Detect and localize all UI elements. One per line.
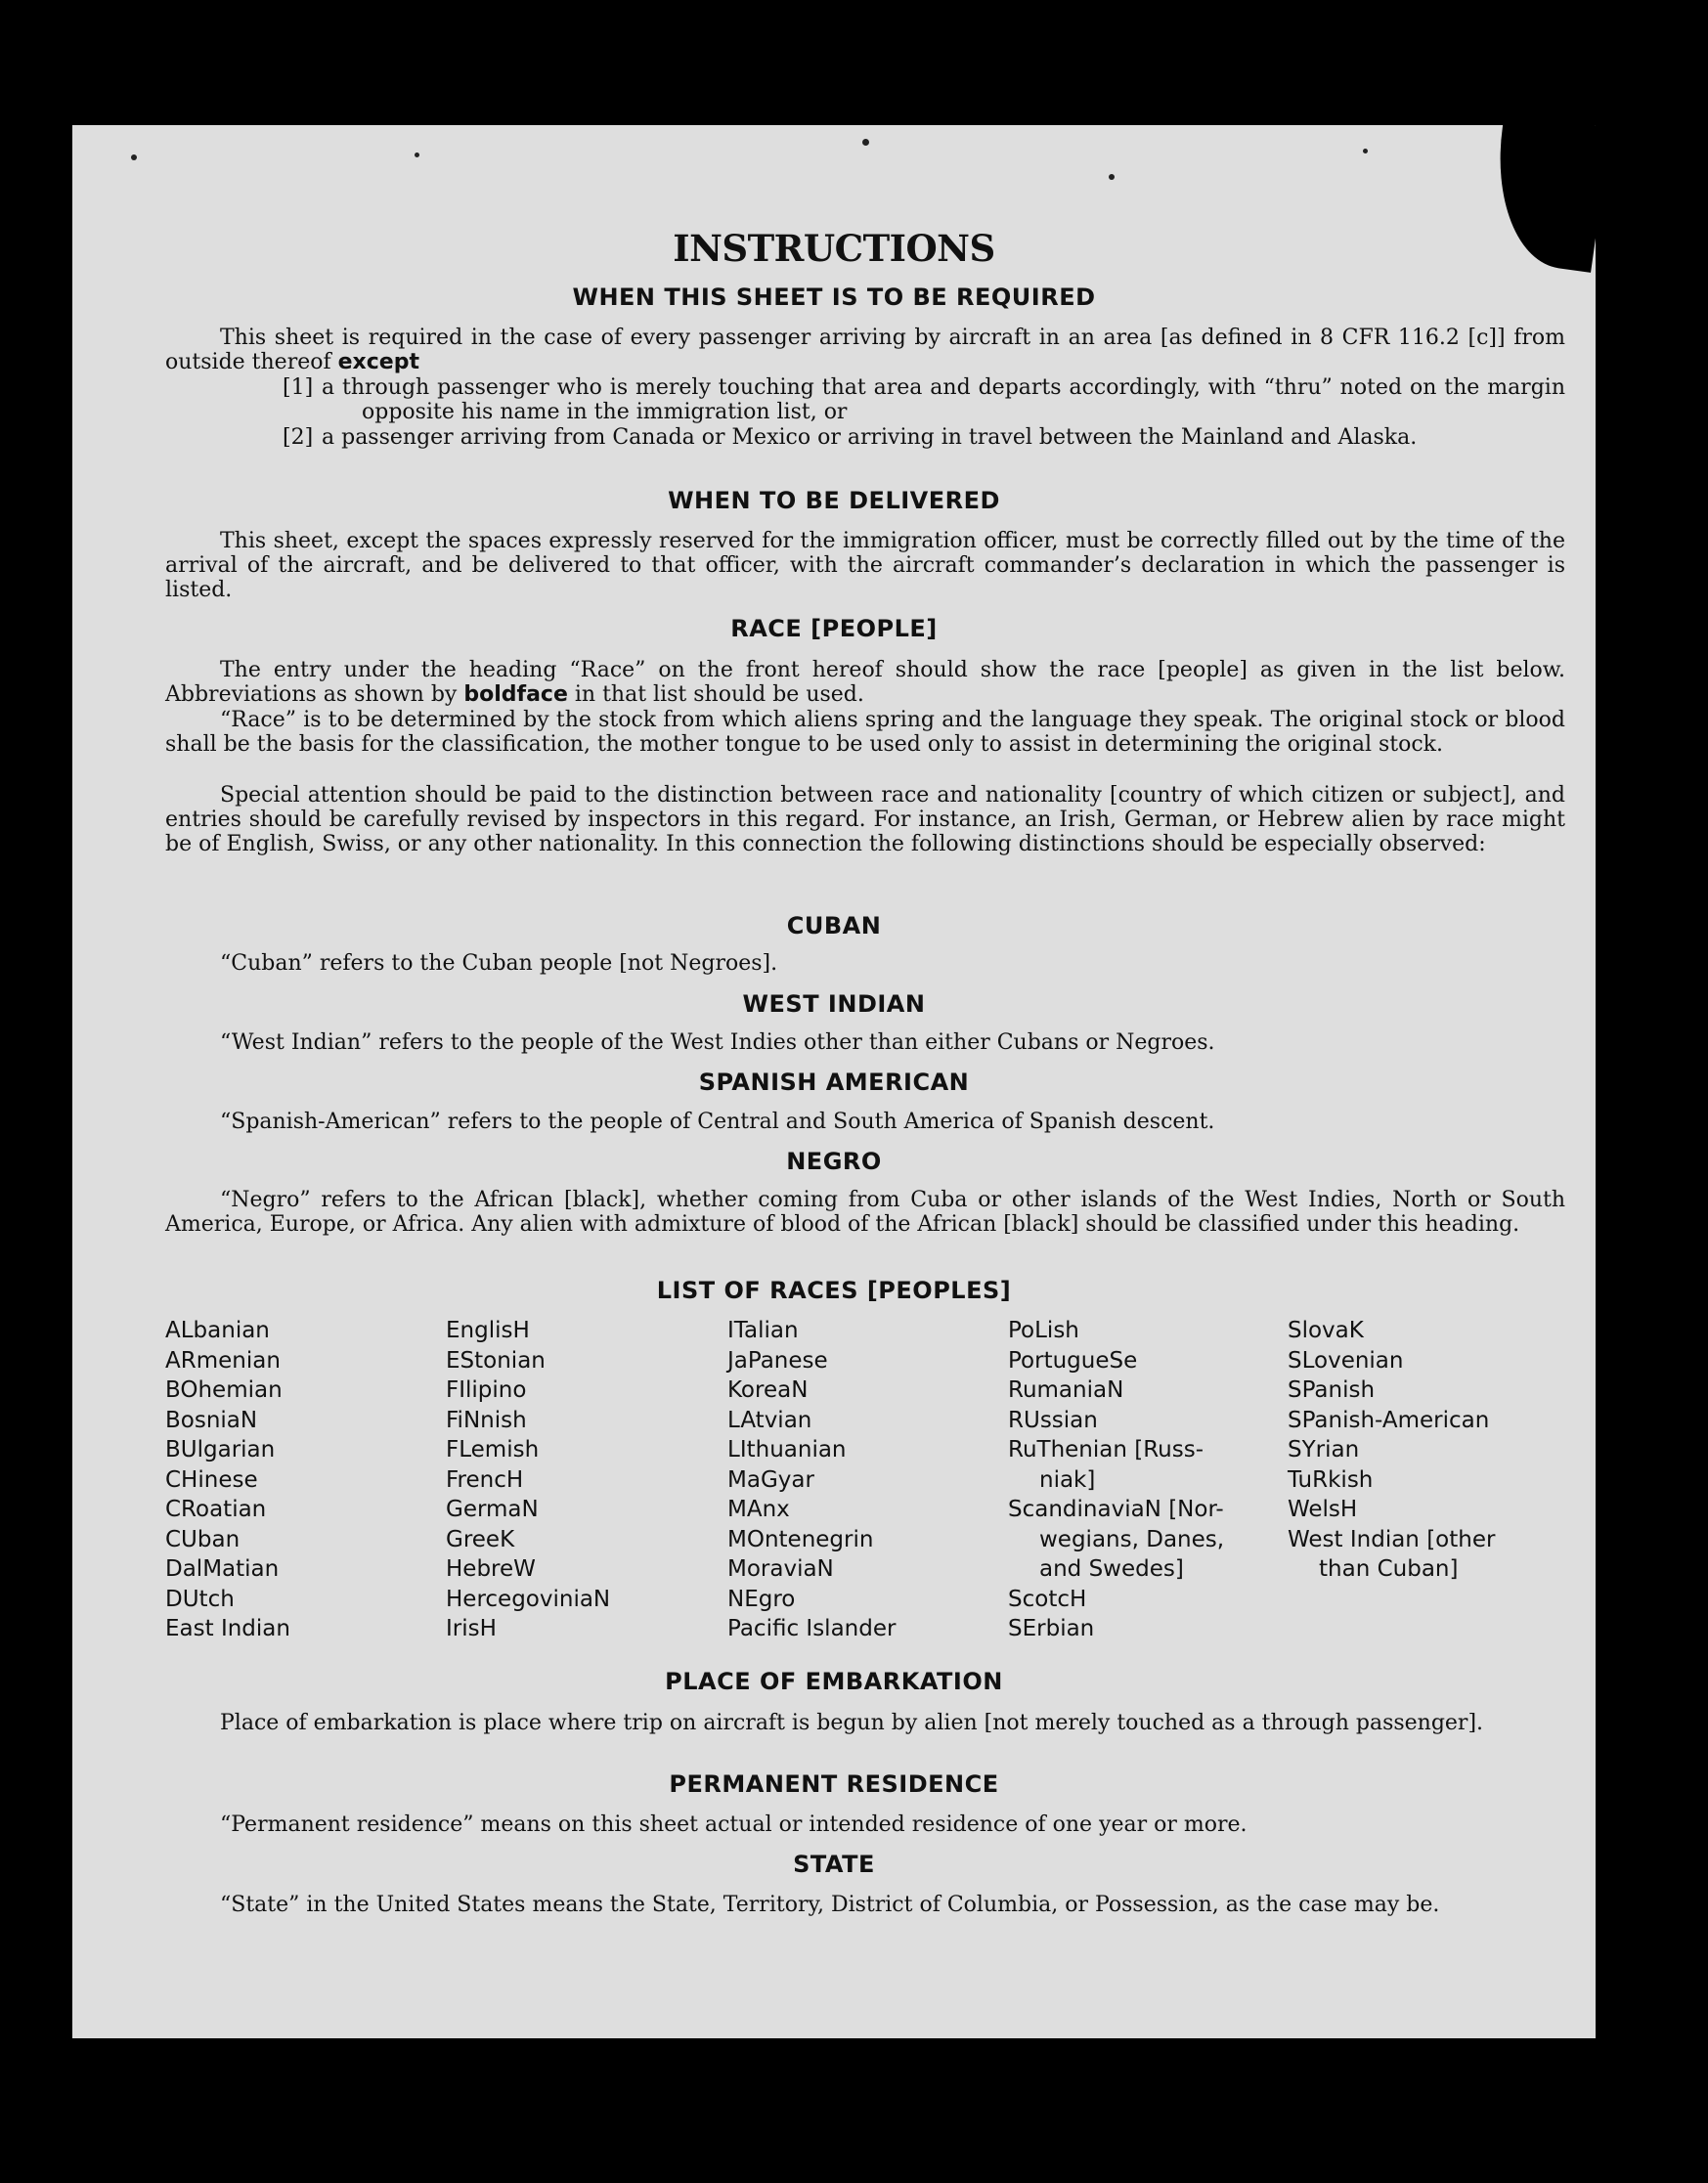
heading-required: WHEN THIS SHEET IS TO BE REQUIRED bbox=[572, 284, 1096, 311]
race-entry: IrisH bbox=[446, 1616, 497, 1641]
speck bbox=[131, 154, 137, 160]
race-entry: Pacific Islander bbox=[727, 1616, 897, 1641]
race-entry: BUlgarian bbox=[165, 1437, 276, 1463]
race-entry: FrencH bbox=[446, 1466, 524, 1493]
race-entry: ScotcH bbox=[1008, 1586, 1087, 1612]
heading-cuban: CUBAN bbox=[786, 912, 882, 939]
race-entry: EnglisH bbox=[446, 1318, 530, 1343]
races-column-2 bbox=[446, 1316, 724, 1644]
heading-west-indian: WEST INDIAN bbox=[742, 990, 926, 1018]
races-column-5 bbox=[1288, 1316, 1566, 1585]
speck bbox=[415, 153, 419, 157]
exception-item-1: [1] a through passenger who is merely touching that area and departs accordingly, with “thru” noted on the margin opposite his name in the immigration list, or bbox=[283, 375, 1565, 424]
race-entry: SLovenian bbox=[1288, 1347, 1404, 1374]
heading-embarkation: PLACE OF EMBARKATION bbox=[665, 1668, 1003, 1695]
speck bbox=[862, 139, 869, 146]
race-entry: CHinese bbox=[165, 1466, 258, 1493]
race-entry: HebreW bbox=[446, 1556, 536, 1582]
except-bold: except bbox=[337, 350, 419, 374]
race-paragraph-2: “Race” is to be determined by the stock from which aliens spring and the language they speak. The original stock or blood shall be the basis for the classification, the mother tongue to be used only to assist in determining the original stock. bbox=[165, 708, 1565, 757]
state-text: “State” in the United States means the State, Territory, District of Columbia, or Possession, as the case may be. bbox=[220, 1893, 1440, 1917]
negro-text: “Negro” refers to the African [black], whether coming from Cuba or other islands of the West Indies, North or South America, Europe, or Africa. Any alien with admixture of blood of the African [black] should be classified under this heading. bbox=[165, 1188, 1565, 1237]
race-entry: BosniaN bbox=[165, 1407, 258, 1433]
race-entry: RuThenian [Russ- bbox=[1008, 1437, 1204, 1463]
race-entry: East Indian bbox=[165, 1616, 290, 1641]
speck bbox=[1109, 174, 1115, 180]
delivered-text: This sheet, except the spaces expressly reserved for the immigration officer, must be correctly filled out by the time of the arrival of the aircraft, and be delivered to that officer, with the aircraft commander’s declaration in which the passenger is listed. bbox=[165, 529, 1565, 602]
race-entry: HercegoviniaN bbox=[446, 1586, 611, 1612]
race-entry: PoLish bbox=[1008, 1318, 1079, 1343]
document-page bbox=[72, 125, 1596, 2038]
west-indian-text: “West Indian” refers to the people of the West Indies other than either Cubans or Negroes. bbox=[220, 1030, 1215, 1055]
race-entry: ITalian bbox=[727, 1318, 799, 1343]
race-entry: LAtvian bbox=[727, 1407, 812, 1433]
race-entry: SlovaK bbox=[1288, 1318, 1364, 1343]
race-entry: JaPanese bbox=[727, 1347, 828, 1374]
race-entry: DalMatian bbox=[165, 1556, 280, 1582]
race-entry: ARmenian bbox=[165, 1347, 281, 1374]
embarkation-text: Place of embarkation is place where trip on aircraft is begun by alien [not merely touched as a through passenger]. bbox=[220, 1711, 1484, 1735]
cuban-text: “Cuban” refers to the Cuban people [not Negroes]. bbox=[220, 951, 778, 976]
race-paragraph-3: Special attention should be paid to the distinction between race and nationality [country of which citizen or subject], and entries should be carefully revised by inspectors in this regard. For instance, an Irish, German, or Hebrew alien by race might be of English, Swiss, or any other nationality. In this connection the following distinctions should be especially observed: bbox=[165, 783, 1565, 856]
race-entry: GreeK bbox=[446, 1526, 515, 1552]
heading-negro: NEGRO bbox=[786, 1148, 882, 1175]
race-entry: PortugueSe bbox=[1008, 1347, 1138, 1374]
race-entry: BOhemian bbox=[165, 1377, 283, 1403]
exception-item-2: [2] a passenger arriving from Canada or Mexico or arriving in travel between the Mainland and Alaska. bbox=[283, 425, 1418, 450]
race-entry: FIlipino bbox=[446, 1377, 527, 1403]
speck bbox=[1363, 149, 1368, 153]
heading-spanish-american: SPANISH AMERICAN bbox=[698, 1069, 970, 1096]
race-entry: MAnx bbox=[727, 1497, 790, 1522]
race-entry: West Indian [other bbox=[1288, 1526, 1496, 1552]
race-entry: ALbanian bbox=[165, 1318, 270, 1343]
race-entry: KoreaN bbox=[727, 1377, 809, 1403]
race-entry: SPanish-American bbox=[1288, 1407, 1490, 1433]
race-entry: SYrian bbox=[1288, 1437, 1360, 1463]
race-entry: SPanish bbox=[1288, 1377, 1376, 1403]
race-entry: CUban bbox=[165, 1526, 241, 1552]
race-entry-continued: than Cuban] bbox=[1319, 1556, 1459, 1582]
race-entry-continued: niak] bbox=[1039, 1466, 1096, 1493]
race-entry: WelsH bbox=[1288, 1497, 1358, 1522]
race-entry: FiNnish bbox=[446, 1407, 527, 1433]
heading-race: RACE [PEOPLE] bbox=[730, 615, 938, 642]
race-entry: GermaN bbox=[446, 1497, 539, 1522]
heading-delivered: WHEN TO BE DELIVERED bbox=[668, 487, 1000, 514]
required-intro: This sheet is required in the case of every passenger arriving by aircraft in an area [as defined in 8 CFR 116.2 [c]] from outside thereof except bbox=[165, 326, 1565, 374]
residence-text: “Permanent residence” means on this sheet actual or intended residence of one year or more. bbox=[220, 1812, 1248, 1837]
races-column-4 bbox=[1008, 1316, 1287, 1644]
race-entry: NEgro bbox=[727, 1586, 796, 1612]
race-entry: RUssian bbox=[1008, 1407, 1098, 1433]
races-column-1 bbox=[165, 1316, 444, 1644]
race-entry: EStonian bbox=[446, 1347, 546, 1374]
page-title: INSTRUCTIONS bbox=[673, 227, 995, 270]
race-entry: ScandinaviaN [Nor- bbox=[1008, 1497, 1224, 1522]
race-entry: RumaniaN bbox=[1008, 1377, 1124, 1403]
races-column-3 bbox=[727, 1316, 1006, 1644]
race-entry: MoraviaN bbox=[727, 1556, 834, 1582]
race-entry: MOntenegrin bbox=[727, 1526, 874, 1552]
race-paragraph-1: The entry under the heading “Race” on the front hereof should show the race [people] as given in the list below. Abbreviations as shown by boldface in that list should be used. bbox=[165, 658, 1565, 707]
race-entry: LIthuanian bbox=[727, 1437, 847, 1463]
race-entry: SErbian bbox=[1008, 1616, 1095, 1641]
race-entry-continued: wegians, Danes, bbox=[1039, 1526, 1225, 1552]
race-entry: FLemish bbox=[446, 1437, 540, 1463]
boldface-word: boldface bbox=[463, 682, 568, 707]
heading-residence: PERMANENT RESIDENCE bbox=[669, 1770, 999, 1798]
race-entry: TuRkish bbox=[1288, 1466, 1374, 1493]
race-entry: MaGyar bbox=[727, 1466, 814, 1493]
race-entry: CRoatian bbox=[165, 1497, 267, 1522]
heading-state: STATE bbox=[793, 1851, 875, 1878]
race-entry-continued: and Swedes] bbox=[1039, 1556, 1184, 1582]
spanish-american-text: “Spanish-American” refers to the people of Central and South America of Spanish descent. bbox=[220, 1110, 1215, 1134]
race-entry: DUtch bbox=[165, 1586, 235, 1612]
heading-races-list: LIST OF RACES [PEOPLES] bbox=[656, 1277, 1012, 1304]
